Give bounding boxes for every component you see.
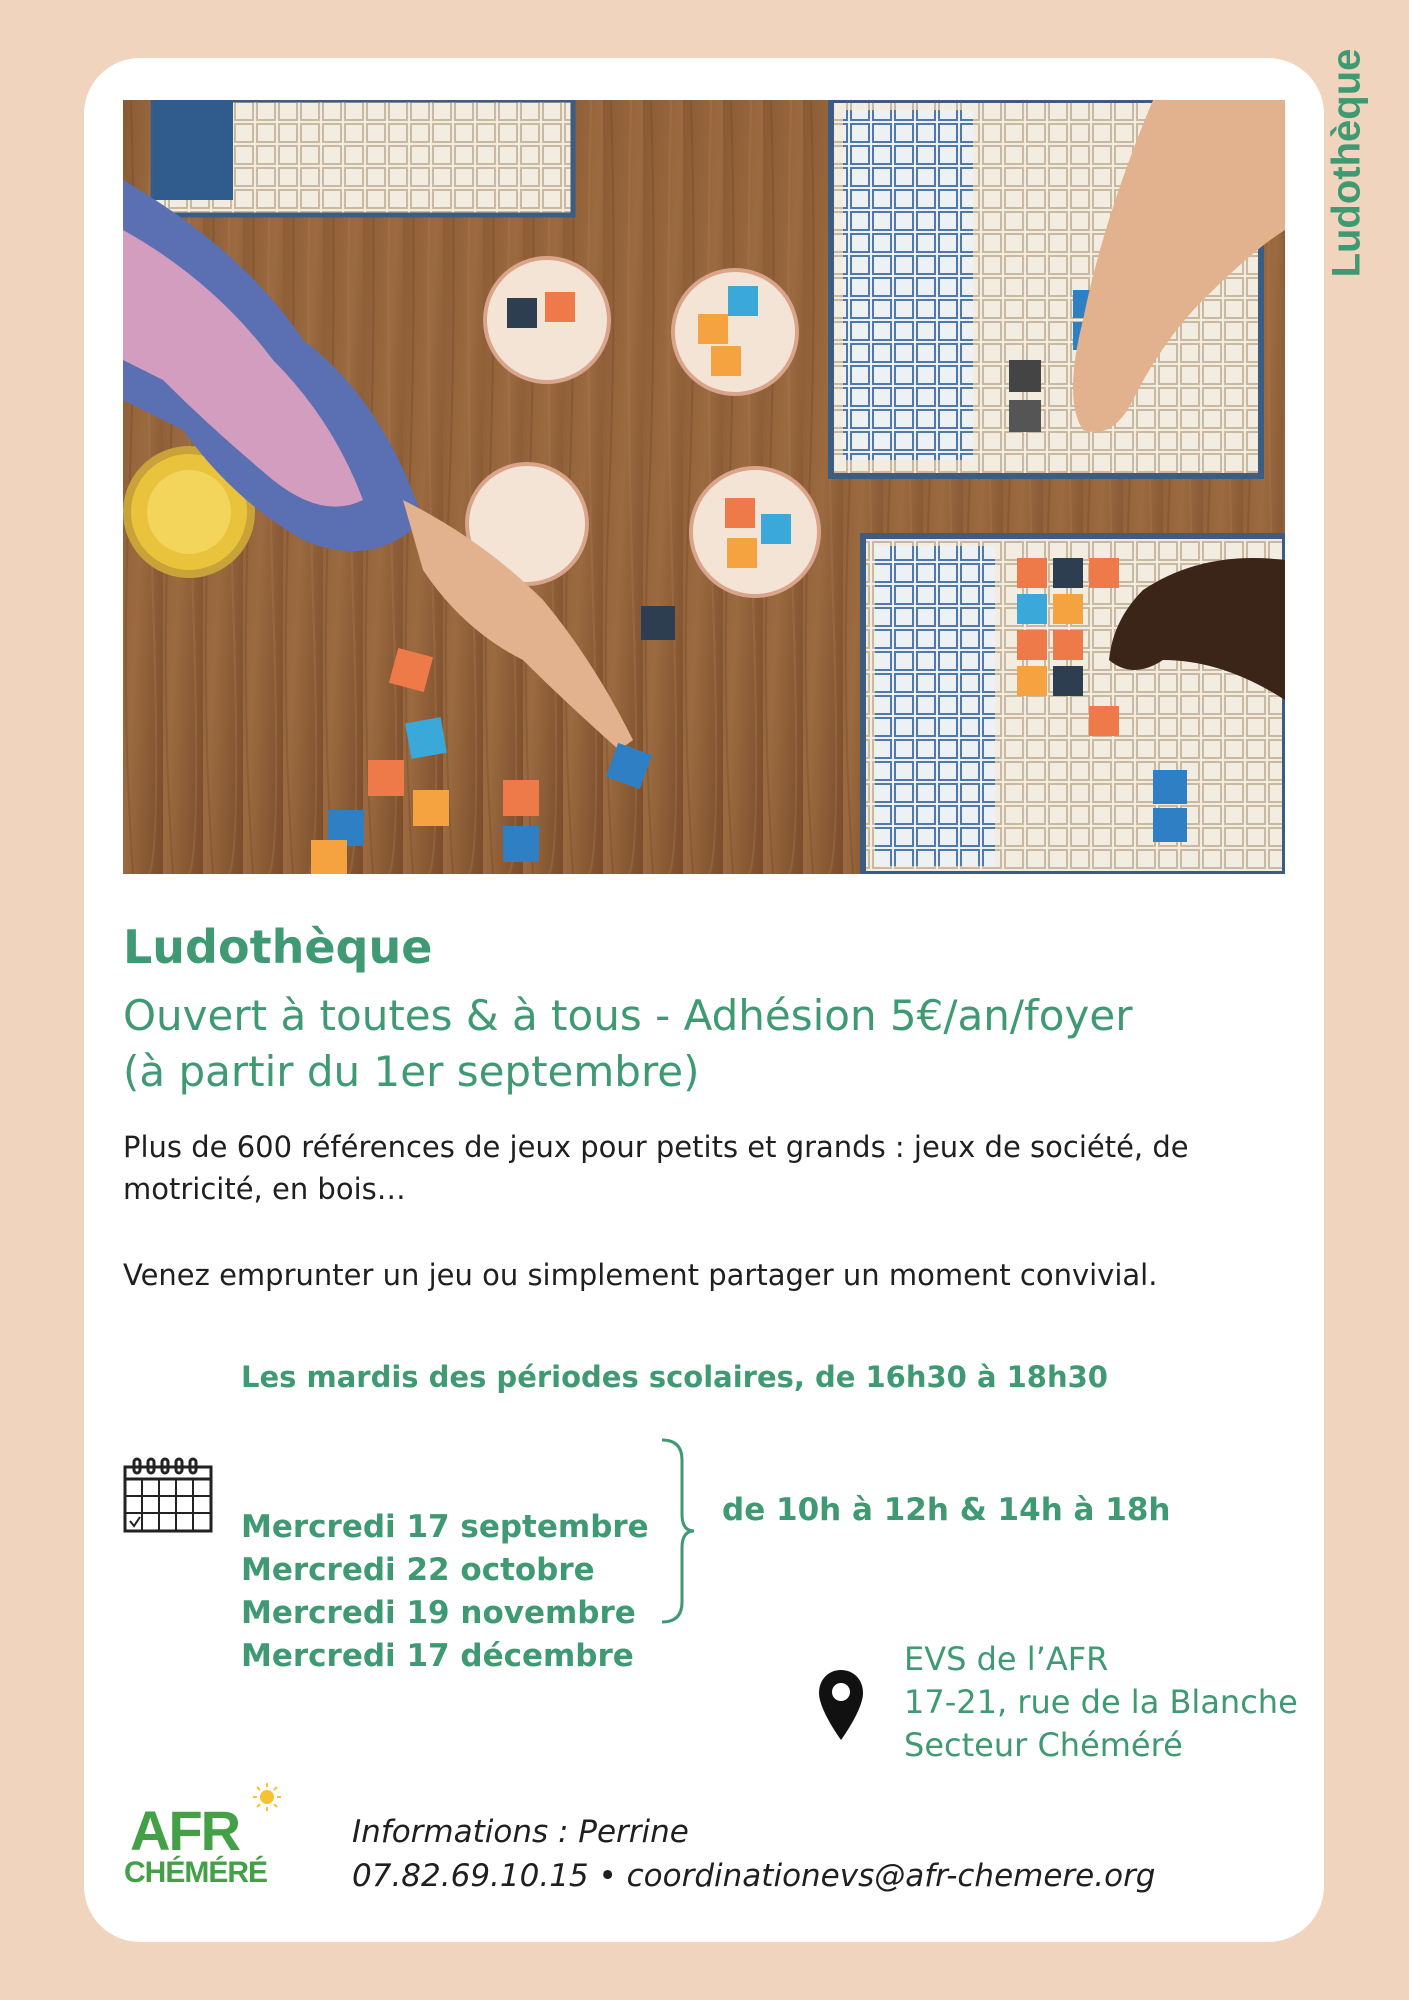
sun-icon [252, 1782, 282, 1816]
contact-line-2[interactable]: 07.82.69.10.15 • coordinationevs@afr-chemere.org [352, 1858, 1156, 1894]
contact-info [352, 1810, 1156, 1898]
wednesday-hours: de 10h à 12h & 14h à 18h [722, 1492, 1171, 1528]
description-paragraph: Plus de 600 références de jeux pour petits et grands : jeux de société, de motricité, en bois… [123, 1130, 1189, 1206]
address-line-3: Secteur Chéméré [904, 1726, 1183, 1764]
brace-icon [656, 1436, 696, 1630]
subtitle [123, 988, 1283, 1100]
subtitle-line-2: (à partir du 1er septembre) [123, 1047, 700, 1096]
photo-illustration [123, 100, 1285, 874]
subtitle-line-1: Ouvert à toutes & à tous - Adhésion 5€/an/foyer [123, 991, 1133, 1040]
invitation-paragraph: Venez emprunter un jeu ou simplement partager un moment convivial. [123, 1258, 1158, 1292]
calendar-icon [122, 1455, 214, 1539]
date-item: Mercredi 17 décembre [241, 1638, 634, 1674]
page-title: Ludothèque [123, 920, 433, 974]
date-item: Mercredi 22 octobre [241, 1552, 595, 1588]
logo-line-1: AFR [130, 1799, 240, 1862]
address-line-1: EVS de l’AFR [904, 1640, 1109, 1678]
side-tab-label: Ludothèque [1324, 48, 1369, 278]
logo-line-2: CHÉMÉRÉ [124, 1856, 268, 1889]
date-item: Mercredi 17 septembre [241, 1509, 649, 1545]
address-line-2: 17-21, rue de la Blanche [904, 1683, 1298, 1721]
board-game-photo [123, 100, 1285, 874]
location-pin-icon [817, 1668, 865, 1746]
date-item: Mercredi 19 novembre [241, 1595, 636, 1631]
wednesday-dates [241, 1506, 649, 1678]
tuesday-schedule: Les mardis des périodes scolaires, de 16h30 à 18h30 [241, 1360, 1108, 1394]
contact-line-1: Informations : Perrine [352, 1814, 689, 1850]
address-block [904, 1638, 1298, 1767]
flyer-card [84, 58, 1324, 1942]
